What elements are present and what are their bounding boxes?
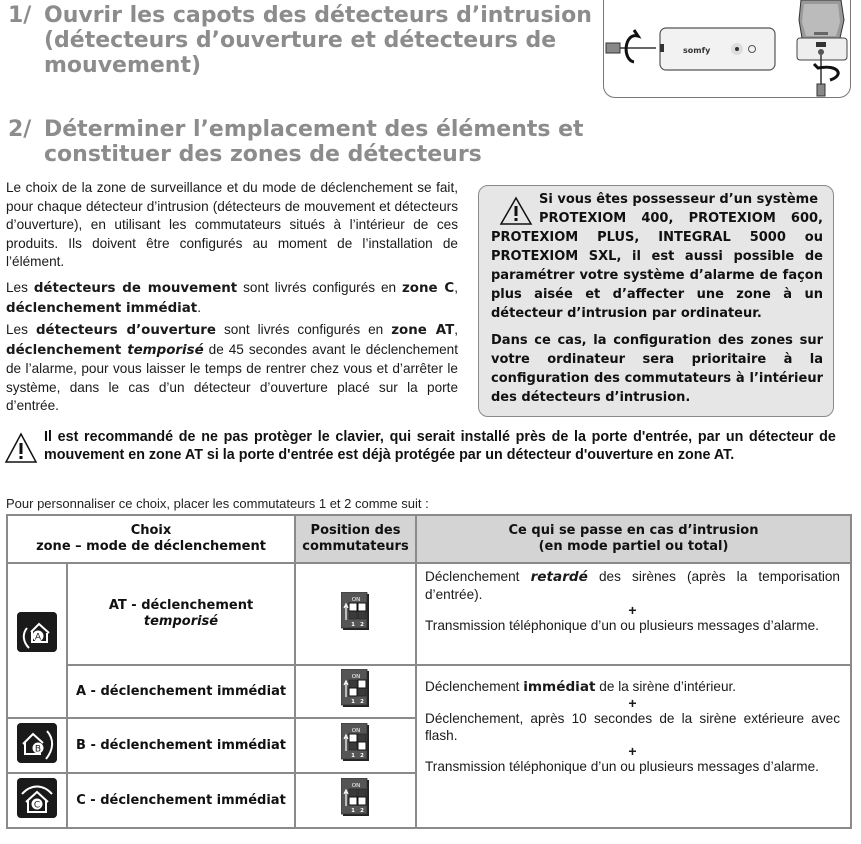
header-choix: [7, 515, 295, 563]
table-intro: Pour personnaliser ce choix, placer les commutateurs 1 et 2 comme suit :: [6, 496, 429, 511]
mode-label: A - déclenchement immédiat: [75, 683, 287, 699]
header-text: commutateurs: [302, 539, 409, 554]
text: ,: [454, 322, 459, 337]
dip-switch-icon: [341, 592, 371, 637]
section-1-heading: [8, 3, 598, 78]
text: Déclenchement: [425, 679, 524, 694]
switch-cell: [295, 718, 416, 773]
heading-line: Déterminer l’emplacement des éléments et: [44, 117, 584, 142]
switch-cell: [295, 665, 416, 718]
text: Les: [6, 280, 34, 295]
svg-text:2: 2: [359, 621, 364, 628]
opening-detector-paragraph: [6, 321, 458, 416]
dip-switch-icon: [341, 669, 371, 714]
svg-text:ON: ON: [351, 783, 360, 789]
text: Les: [6, 322, 36, 337]
text: .: [197, 299, 201, 315]
mode-cell: [67, 665, 295, 718]
heading-line: constituer des zones de détecteurs: [44, 142, 482, 167]
mode-label-italic: temporisé: [143, 614, 219, 629]
table-row: [7, 665, 851, 718]
detector-cover-illustration: [603, 0, 851, 98]
note-line: Si vous êtes possesseur d’un système: [539, 192, 819, 207]
mode-cell: [67, 563, 295, 665]
bold-text: zone AT: [391, 323, 455, 338]
text: Transmission téléphonique d’un ou plusieurs messages d’alarme.: [425, 759, 819, 774]
bold-text: zone C: [401, 281, 455, 296]
switch-knob: [358, 797, 366, 805]
zone-configuration-table: [6, 514, 852, 829]
svg-text:B: B: [34, 744, 42, 755]
heading-line: Ouvrir les capots des détecteurs d’intrusion: [44, 3, 592, 28]
heading-line: mouvement): [44, 53, 202, 78]
table-header-row: [7, 515, 851, 563]
dip-switch-icon: [341, 778, 371, 823]
svg-text:1: 1: [350, 699, 355, 705]
text: Déclenchement: [425, 569, 531, 584]
svg-text:2: 2: [359, 808, 364, 814]
switch-knob: [349, 603, 357, 611]
header-position: [295, 515, 416, 563]
section-number: 1/: [8, 3, 32, 28]
svg-text:2: 2: [359, 753, 364, 759]
keyboard-warning: [4, 428, 852, 464]
effect-cell: [416, 665, 851, 828]
bold-text: déclenchement immédiat: [6, 300, 198, 316]
note-line: PROTEXIOM 400, PROTEXIOM 600,: [539, 211, 823, 226]
switch-knob: [349, 734, 357, 742]
warning-triangle-icon: [499, 196, 533, 226]
zone-b-house-icon: [17, 723, 57, 763]
bold-italic-text: temporisé: [127, 342, 204, 358]
svg-text:1: 1: [350, 808, 355, 814]
text: Déclenchement, après 10 secondes de la sirène extérieure avec flash.: [425, 711, 840, 743]
zone-c-house-icon: [17, 778, 57, 818]
section-number: 2/: [8, 117, 32, 142]
svg-text:C: C: [33, 800, 41, 811]
text: de 45 secondes avant le déclenchement de l’alarme, pour vous laisser le temps de rentrer chez vous et d’arrêter le système, dans le cas d’un détecteur d’ouverture placé sur la porte d’entrée.: [6, 341, 459, 413]
mode-cell: [67, 773, 295, 828]
warning-text: Il est recommandé de ne pas protèger le clavier, qui serait installé près de la porte d'entrée, par un détecteur de mouvement en zone AT si la porte d'entrée est déjà protégée par un détecteur d'ouverture en zone AT.: [44, 429, 836, 463]
svg-text:ON: ON: [351, 596, 360, 603]
switch-knob: [358, 680, 366, 688]
table-row: [7, 563, 851, 665]
effect-cell: [416, 563, 851, 665]
mode-label: AT - déclenchement: [108, 598, 254, 613]
brand-logo: somfy: [683, 46, 711, 55]
bold-text: immédiat: [523, 679, 596, 695]
zone-icon-cell: [7, 718, 67, 773]
header-text: zone – mode de déclenchement: [36, 539, 266, 554]
warning-triangle-icon: [4, 432, 38, 464]
mode-label: B - déclenchement immédiat: [76, 737, 286, 753]
plus-sign: +: [628, 695, 637, 711]
plus-sign: +: [628, 743, 637, 759]
note-text: PROTEXIOM PLUS, INTEGRAL 5000 ou PROTEXIOM SXL, il est aussi possible de paramétrer votre système d’alarme de façon plus aisée et d’affecter une zone à un détecteur d’intrusion par ordinateur.: [491, 230, 823, 321]
bold-text: détecteurs d’ouverture: [35, 323, 216, 338]
svg-text:ON: ON: [351, 674, 360, 680]
bold-text: détecteurs de mouvement: [33, 281, 238, 296]
mode-label: C - déclenchement immédiat: [76, 792, 286, 808]
text: des sirènes (après la temporisation d’entrée).: [425, 569, 840, 602]
mode-cell: [67, 718, 295, 773]
svg-text:ON: ON: [351, 728, 360, 734]
bold-text: déclenchement: [6, 342, 128, 358]
switch-cell: [295, 773, 416, 828]
switch-knob: [349, 797, 357, 805]
header-text: (en mode partiel ou total): [538, 539, 729, 554]
zone-a-house-icon: [17, 612, 57, 652]
section-2-heading: [8, 117, 608, 167]
header-effect: [416, 515, 851, 563]
heading-line: (détecteurs d’ouverture et détecteurs de: [44, 28, 557, 53]
screwdriver-illustration: [604, 0, 850, 97]
switch-knob: [358, 742, 366, 750]
header-text: Ce qui se passe en cas d’intrusion: [508, 523, 759, 538]
note-text: Dans ce cas, la configuration des zones sur votre ordinateur sera prioritaire à la configuration des commutateurs à l’intérieur des détecteurs d’intrusion.: [491, 333, 823, 405]
text: ,: [454, 280, 458, 295]
zone-icon-cell: [7, 563, 67, 718]
plus-sign: +: [628, 602, 637, 618]
svg-text:1: 1: [350, 753, 355, 759]
motion-detector-paragraph: [6, 279, 458, 318]
dip-switch-icon: [341, 723, 371, 768]
protexiom-note-box: [478, 185, 834, 417]
intro-paragraph: Le choix de la zone de surveillance et du mode de déclenchement se fait, pour chaque détecteur d’intrusion (détecteurs de mouvement et détecteurs d’ouverture), en utilisant les commutateurs situés à l’intérieur de ces produits. Ils doivent être configurés au moment de l’installation de l’élément.: [6, 180, 458, 269]
svg-text:A: A: [34, 632, 42, 643]
zone-icon-cell: [7, 773, 67, 828]
svg-text:1: 1: [350, 621, 355, 628]
text: de la sirène d’intérieur.: [595, 679, 737, 694]
switch-knob: [349, 688, 357, 696]
text: sont livrés configurés en: [237, 280, 402, 295]
header-text: Choix: [130, 523, 172, 538]
bold-italic-text: retardé: [530, 569, 588, 585]
text: Transmission téléphonique d’un ou plusieurs messages d’alarme.: [425, 618, 819, 633]
switch-cell: [295, 563, 416, 665]
text: sont livrés configurés en: [215, 322, 392, 337]
header-text: Position des: [310, 523, 401, 538]
svg-text:2: 2: [359, 699, 364, 705]
switch-knob: [358, 603, 366, 611]
